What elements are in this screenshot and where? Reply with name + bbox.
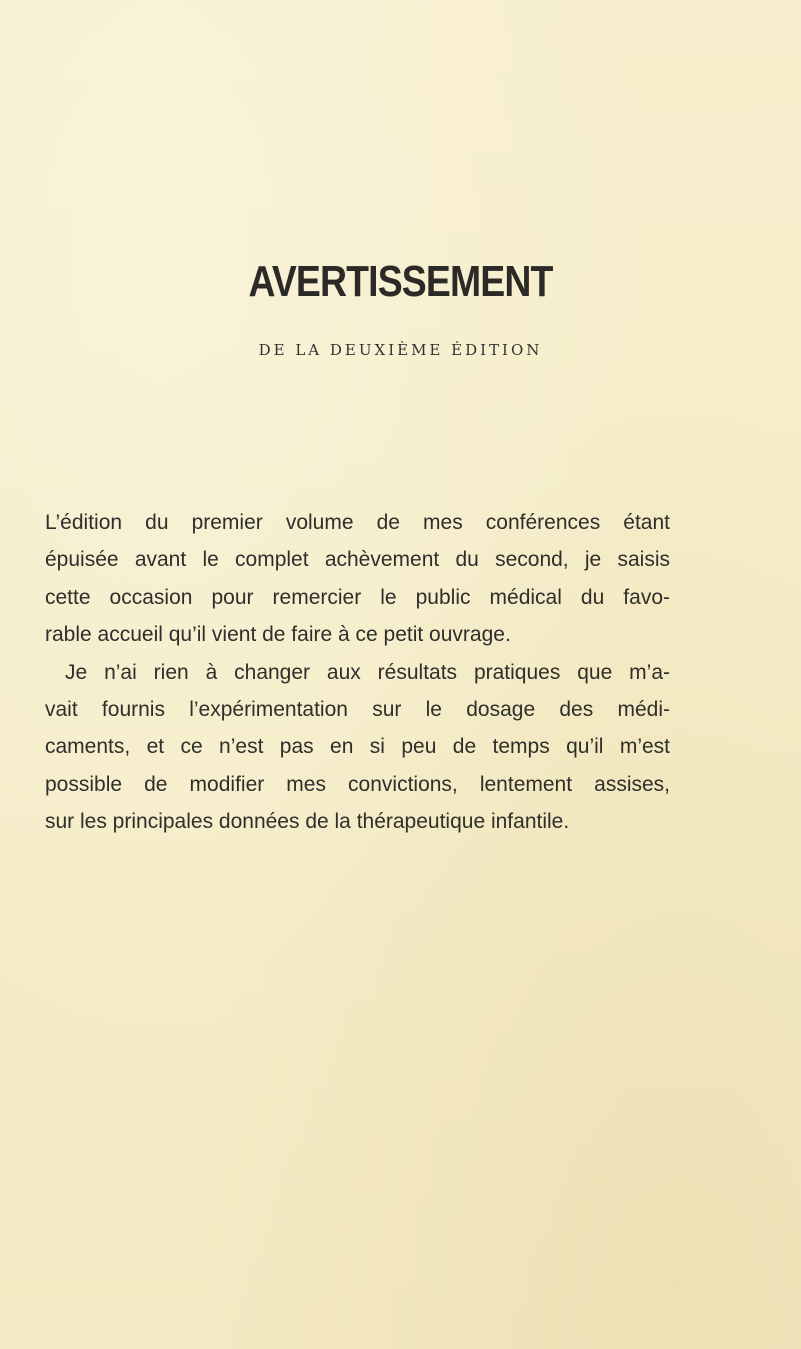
page-subtitle: DE LA DEUXIÈME ÉDITION — [258, 341, 543, 359]
text-line: épuisée avant le complet achèvement du second, je saisis — [45, 548, 670, 572]
text-line: L’édition du premier volume de mes conférences étant — [45, 511, 670, 534]
page-title: AVERTISSEMENT — [248, 257, 553, 306]
body-text — [45, 504, 670, 841]
text-line: Je n’ai rien à changer aux résultats pratiques que m’a- — [65, 660, 670, 684]
text-line: cette occasion pour remercier le public médical du favo- — [45, 585, 670, 609]
text-line: vait fournis l’expérimentation sur le dosage des médi- — [45, 698, 670, 722]
text-line: possible de modifier mes convictions, lentement assises, — [45, 772, 670, 796]
paragraph-1 — [45, 504, 670, 654]
paragraph-2 — [45, 654, 670, 841]
text-line: caments, et ce n’est pas en si peu de temps qu’il m’est — [45, 735, 670, 759]
text-line: rable accueil qu’il vient de faire à ce petit ouvrage. — [45, 623, 511, 647]
text-line: sur les principales données de la thérapeutique infantile. — [45, 810, 570, 834]
